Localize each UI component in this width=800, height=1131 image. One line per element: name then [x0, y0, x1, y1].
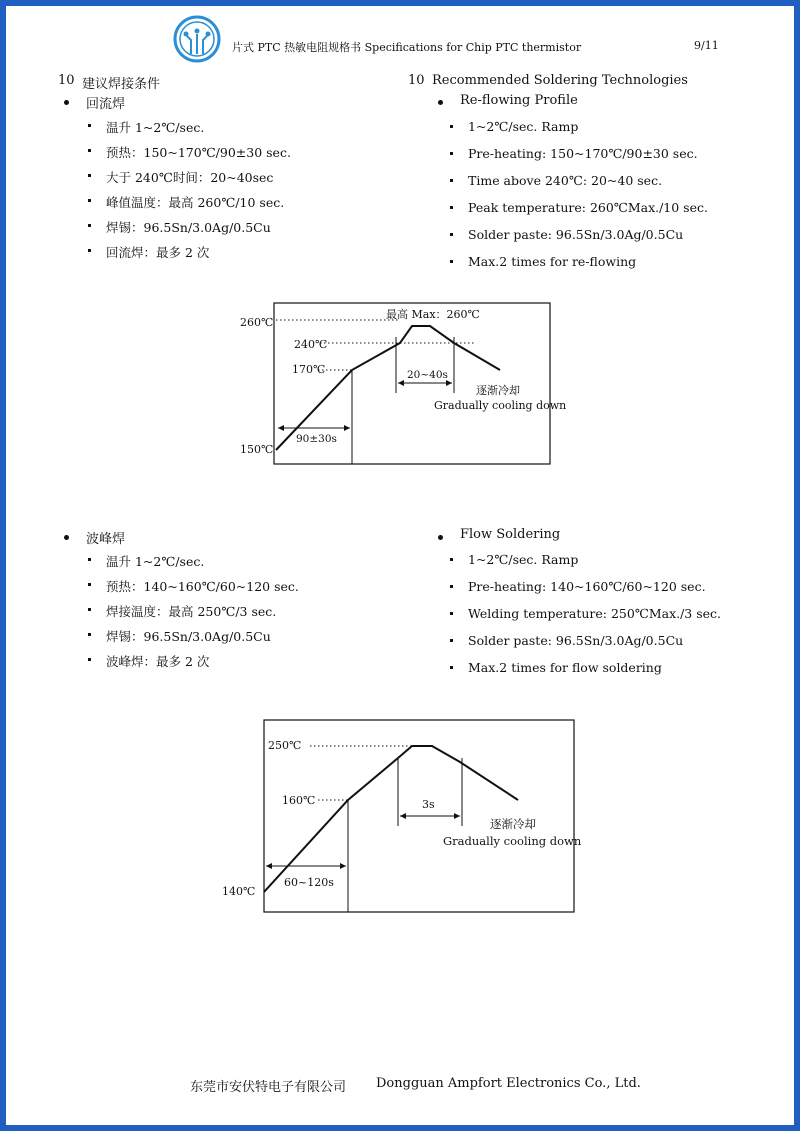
label-170: 170℃	[292, 363, 326, 376]
page-number: 9/11	[694, 39, 719, 52]
cooling-label-en: Gradually cooling down	[434, 399, 567, 412]
list-item: 焊锡：96.5Sn/3.0Ag/0.5Cu	[106, 220, 271, 235]
list-item: 峰值温度：最高 260℃/10 sec.	[106, 195, 285, 210]
flow-curve	[264, 746, 518, 892]
list-item: 温升 1~2℃/sec.	[106, 554, 205, 569]
list-item: Max.2 times for flow soldering	[468, 660, 662, 675]
list-item: 波峰焊：最多 2 次	[106, 654, 210, 669]
footer-company-cn: 东莞市安伏特电子有限公司	[190, 1080, 347, 1095]
bullet-icon	[450, 585, 453, 588]
flow-title-en: Flow Soldering	[460, 527, 561, 542]
bullet-icon	[450, 639, 453, 642]
list-item: 预热：150~170℃/90±30 sec.	[106, 145, 291, 160]
cooling-label-cn: 逐渐冷却	[476, 384, 520, 397]
label-140: 140℃	[222, 885, 256, 898]
reflow-title-en: Re-flowing Profile	[460, 93, 578, 108]
reflow-profile-diagram	[0, 0, 800, 480]
header-title: 片式 PTC 热敏电阻规格书 Specifications for Chip PTC thermistor	[232, 41, 582, 54]
peak-label: 最高 Max：260℃	[386, 308, 480, 321]
list-item: Pre-heating: 150~170℃/90±30 sec.	[468, 146, 698, 161]
bullet-icon	[438, 535, 443, 540]
bullet-icon	[64, 535, 69, 540]
flow-title-cn: 波峰焊	[86, 532, 126, 547]
label-240: 240℃	[294, 338, 328, 351]
label-160: 160℃	[282, 794, 316, 807]
list-item: Solder paste: 96.5Sn/3.0Ag/0.5Cu	[468, 227, 684, 242]
section-title-en: Recommended Soldering Technologies	[432, 73, 688, 88]
list-item: Pre-heating: 140~160℃/60~120 sec.	[468, 579, 706, 594]
bullet-icon	[450, 558, 453, 561]
dwell-label: 3s	[422, 798, 435, 811]
bullet-icon	[88, 633, 91, 636]
list-item: 1~2℃/sec. Ramp	[468, 552, 579, 567]
list-item: Solder paste: 96.5Sn/3.0Ag/0.5Cu	[468, 633, 684, 648]
bullet-icon	[450, 612, 453, 615]
label-250: 250℃	[268, 739, 302, 752]
list-item: 大于 240℃时间：20~40sec	[106, 170, 274, 185]
cooling-label-en: Gradually cooling down	[443, 834, 582, 848]
flow-profile-diagram	[0, 700, 800, 930]
footer-company-en: Dongguan Ampfort Electronics Co., Ltd.	[376, 1076, 641, 1091]
list-item: 预热：140~160℃/60~120 sec.	[106, 579, 299, 594]
list-item: 焊锡：96.5Sn/3.0Ag/0.5Cu	[106, 629, 271, 644]
preheat-label: 90±30s	[296, 433, 337, 445]
label-260: 260℃	[240, 316, 274, 329]
list-item: 温升 1~2℃/sec.	[106, 120, 205, 135]
list-item: 回流焊：最多 2 次	[106, 245, 210, 260]
list-item: Welding temperature: 250℃Max./3 sec.	[468, 606, 722, 621]
preheat-label: 60~120s	[284, 876, 334, 889]
list-item: Max.2 times for re-flowing	[468, 254, 637, 269]
bullet-icon	[88, 583, 91, 586]
section-title-cn: 建议焊接条件	[82, 77, 161, 92]
bullet-icon	[450, 666, 453, 669]
bullet-icon	[88, 558, 91, 561]
list-item: 1~2℃/sec. Ramp	[468, 119, 579, 134]
list-item: Time above 240℃: 20~40 sec.	[468, 173, 663, 188]
label-150: 150℃	[240, 443, 274, 456]
time-above-label: 20~40s	[407, 369, 448, 381]
list-item: 焊接温度：最高 250℃/3 sec.	[106, 604, 277, 619]
bullet-icon	[88, 608, 91, 611]
section-number-en: 10	[408, 73, 425, 88]
cooling-label-cn: 逐渐冷却	[490, 817, 536, 831]
list-item: Peak temperature: 260℃Max./10 sec.	[468, 200, 708, 215]
bullet-icon	[88, 658, 91, 661]
section-number-cn: 10	[58, 73, 75, 88]
reflow-title-cn: 回流焊	[86, 97, 126, 112]
